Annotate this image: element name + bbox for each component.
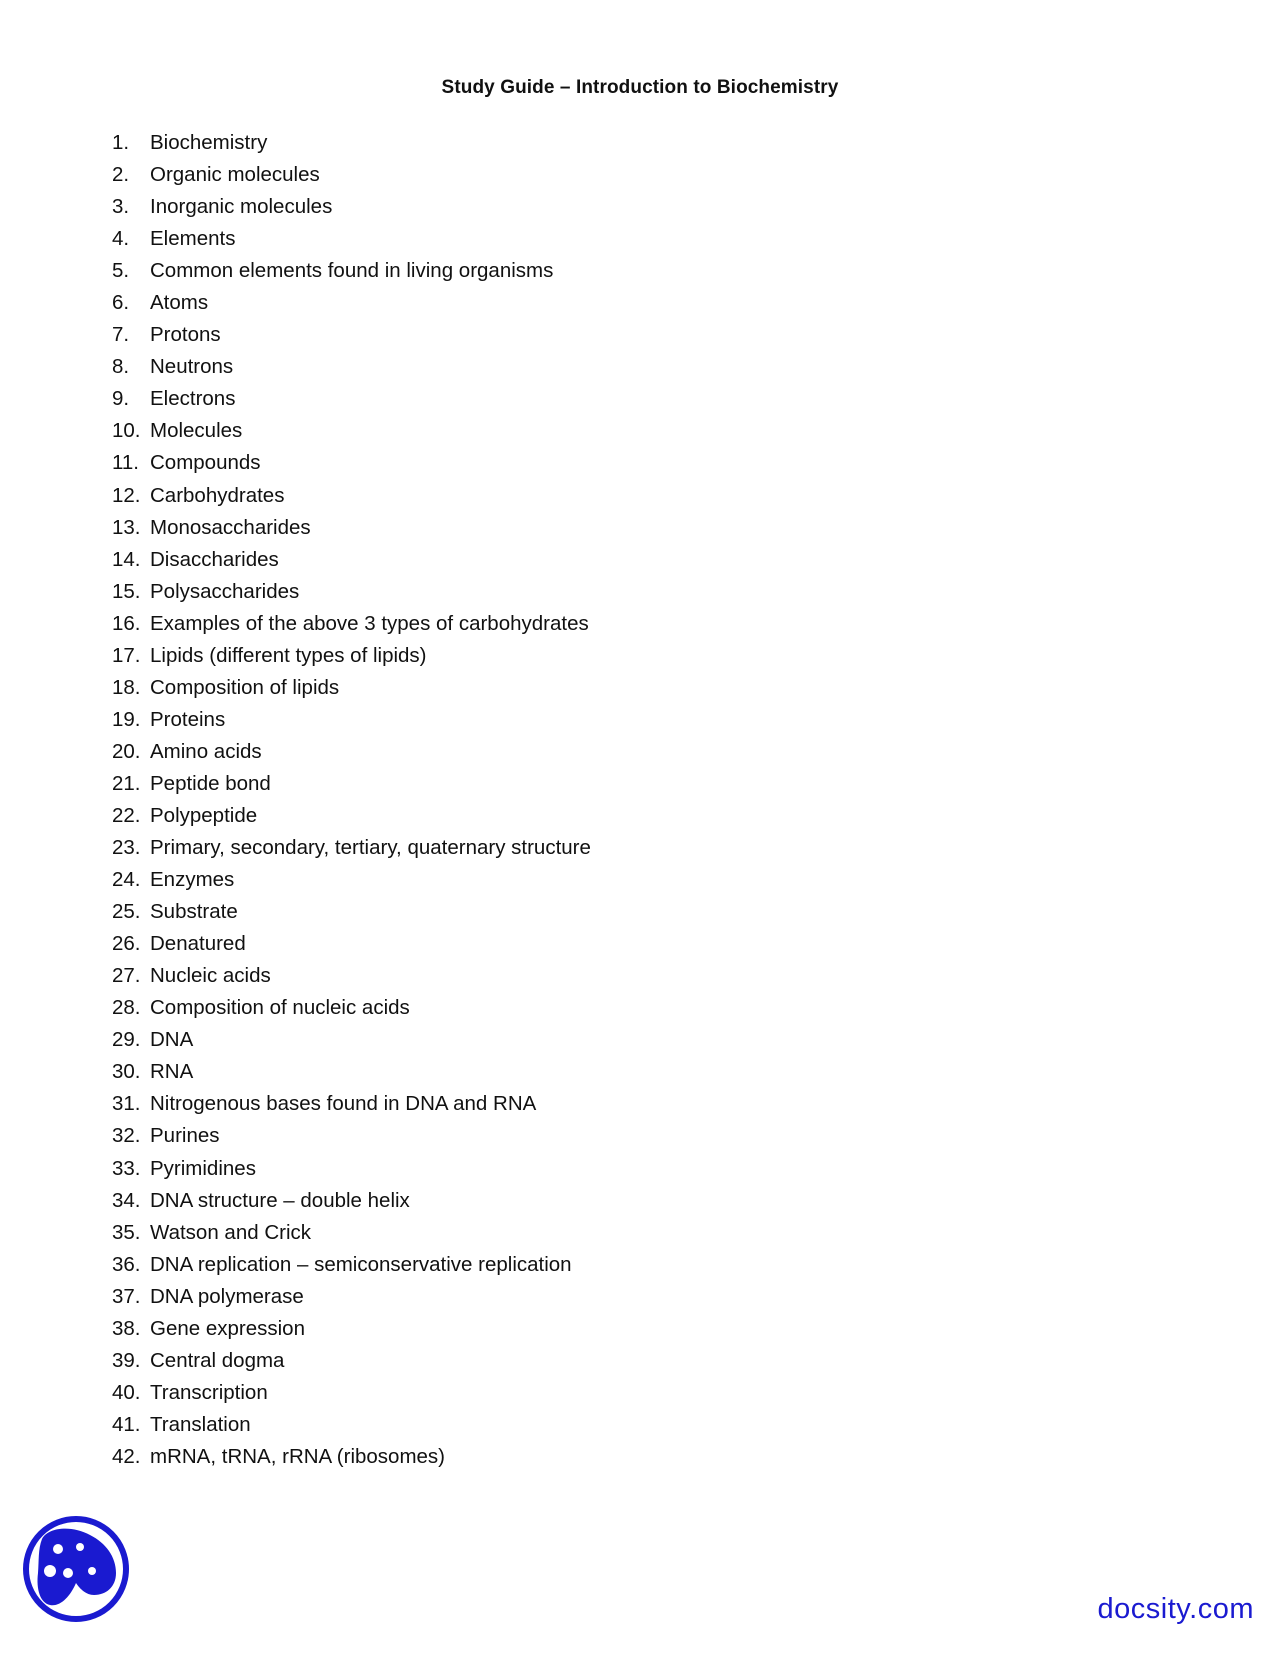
list-item (112, 223, 591, 255)
list-item-text: Molecules (150, 419, 243, 443)
list-item (112, 480, 591, 512)
list-item-number: 20. (112, 739, 141, 763)
list-item (112, 992, 591, 1024)
list-item (112, 1153, 591, 1185)
list-item (112, 672, 591, 704)
list-item-number: 4. (112, 227, 130, 251)
list-item-text: Examples of the above 3 types of carbohydrates (150, 611, 589, 635)
list-item-number: 36. (112, 1252, 141, 1276)
list-item-number: 13. (112, 515, 141, 539)
list-item-number: 18. (112, 675, 141, 699)
list-item-number: 5. (112, 259, 130, 283)
list-item-text: Organic molecules (150, 163, 320, 187)
list-item-text: Nucleic acids (150, 964, 271, 988)
list-item (112, 383, 591, 415)
list-item (112, 1409, 591, 1441)
list-item-text: Composition of nucleic acids (150, 996, 410, 1020)
list-item-text: Elements (150, 227, 236, 251)
docsity-brand-link[interactable]: docsity.com (1097, 1593, 1254, 1625)
list-item-number: 38. (112, 1316, 141, 1340)
list-item-number: 25. (112, 900, 141, 924)
list-item-number: 23. (112, 836, 141, 860)
list-item-text: Watson and Crick (150, 1220, 312, 1244)
list-item (112, 1441, 591, 1473)
list-item-number: 16. (112, 611, 141, 635)
list-item-text: Peptide bond (150, 771, 271, 795)
list-item-number: 24. (112, 868, 141, 892)
list-item-text: Lipids (different types of lipids) (150, 643, 427, 667)
list-item-number: 42. (112, 1444, 141, 1468)
list-item-number: 30. (112, 1060, 141, 1084)
list-item (112, 512, 591, 544)
list-item-text: Proteins (150, 707, 226, 731)
list-item-number: 28. (112, 996, 141, 1020)
list-item (112, 640, 591, 672)
list-item-text: Electrons (150, 387, 236, 411)
list-item-number: 7. (112, 323, 130, 347)
list-item-number: 31. (112, 1092, 141, 1116)
list-item (112, 1313, 591, 1345)
list-item (112, 832, 591, 864)
list-item (112, 1249, 591, 1281)
list-item-number: 34. (112, 1188, 141, 1212)
list-item-text: Disaccharides (150, 547, 279, 571)
list-item (112, 191, 591, 223)
list-item (112, 1281, 591, 1313)
list-item-number: 17. (112, 643, 141, 667)
list-item-text: Enzymes (150, 868, 235, 892)
list-item-text: Monosaccharides (150, 515, 311, 539)
list-item (112, 608, 591, 640)
list-item-text: Denatured (150, 932, 246, 956)
list-item-number: 12. (112, 483, 141, 507)
list-item-text: Inorganic molecules (150, 195, 333, 219)
list-item-text: Composition of lipids (150, 675, 340, 699)
list-item-number: 41. (112, 1412, 141, 1436)
list-item-number: 15. (112, 579, 141, 603)
list-item (112, 864, 591, 896)
list-item-text: Gene expression (150, 1316, 305, 1340)
list-item (112, 351, 591, 383)
list-item (112, 1056, 591, 1088)
study-guide-list (112, 127, 591, 1473)
list-item (112, 1377, 591, 1409)
list-item (112, 319, 591, 351)
list-item (112, 800, 591, 832)
list-item (112, 1120, 591, 1152)
list-item-text: Common elements found in living organisms (150, 259, 554, 283)
list-item-text: DNA polymerase (150, 1284, 304, 1308)
list-item-number: 3. (112, 195, 130, 219)
list-item-text: DNA (150, 1028, 194, 1052)
list-item-text: Translation (150, 1412, 251, 1436)
list-item-text: Transcription (150, 1380, 268, 1404)
list-item (112, 127, 591, 159)
list-item-text: Nitrogenous bases found in DNA and RNA (150, 1092, 537, 1116)
list-item-text: Substrate (150, 900, 238, 924)
list-item-number: 10. (112, 419, 141, 443)
list-item-text: DNA replication – semiconservative replication (150, 1252, 572, 1276)
list-item (112, 447, 591, 479)
list-item-number: 29. (112, 1028, 141, 1052)
list-item-text: Protons (150, 323, 221, 347)
list-item-text: Neutrons (150, 355, 234, 379)
list-item-text: Central dogma (150, 1348, 285, 1372)
list-item-number: 27. (112, 964, 141, 988)
list-item-number: 19. (112, 707, 141, 731)
list-item (112, 896, 591, 928)
list-item-number: 21. (112, 771, 141, 795)
list-item (112, 415, 591, 447)
list-item (112, 928, 591, 960)
list-item-number: 1. (112, 131, 130, 154)
list-item-number: 26. (112, 932, 141, 956)
list-item (112, 255, 591, 287)
list-item-number: 6. (112, 291, 130, 315)
list-item-number: 40. (112, 1380, 141, 1404)
list-item (112, 768, 591, 800)
list-item-text: RNA (150, 1060, 194, 1084)
list-item-number: 37. (112, 1284, 141, 1308)
list-item (112, 736, 591, 768)
list-item (112, 1345, 591, 1377)
list-item-number: 8. (112, 355, 130, 379)
list-item (112, 1088, 591, 1120)
list-item (112, 576, 591, 608)
list-item-number: 22. (112, 803, 141, 827)
list-item-number: 35. (112, 1220, 141, 1244)
list-item-text: Pyrimidines (150, 1156, 256, 1180)
list-item (112, 704, 591, 736)
list-item-text: Amino acids (150, 739, 262, 763)
list-item-text: Compounds (150, 451, 261, 475)
list-item-text: Biochemistry (150, 131, 268, 154)
list-item (112, 544, 591, 576)
list-item-number: 9. (112, 387, 130, 411)
list-item-text: Polysaccharides (150, 579, 300, 603)
list-item-text: Carbohydrates (150, 483, 285, 507)
list-item-number: 2. (112, 163, 130, 187)
list-item (112, 159, 591, 191)
list-item-text: Atoms (150, 291, 209, 315)
list-item (112, 287, 591, 319)
list-item-number: 11. (112, 451, 139, 475)
list-item-text: Purines (150, 1124, 220, 1148)
list-item-text: Primary, secondary, tertiary, quaternary structure (150, 836, 591, 860)
list-item-number: 33. (112, 1156, 141, 1180)
page-title: Study Guide – Introduction to Biochemistry (441, 77, 839, 98)
list-item-number: 32. (112, 1124, 141, 1148)
list-item-text: Polypeptide (150, 803, 258, 827)
docsity-logo-icon (20, 1513, 132, 1625)
list-item-text: DNA structure – double helix (150, 1188, 410, 1212)
list-item (112, 960, 591, 992)
list-item-text: mRNA, tRNA, rRNA (ribosomes) (150, 1444, 446, 1468)
list-item (112, 1185, 591, 1217)
list-item (112, 1024, 591, 1056)
list-item-number: 14. (112, 547, 141, 571)
list-item-number: 39. (112, 1348, 141, 1372)
list-item (112, 1217, 591, 1249)
